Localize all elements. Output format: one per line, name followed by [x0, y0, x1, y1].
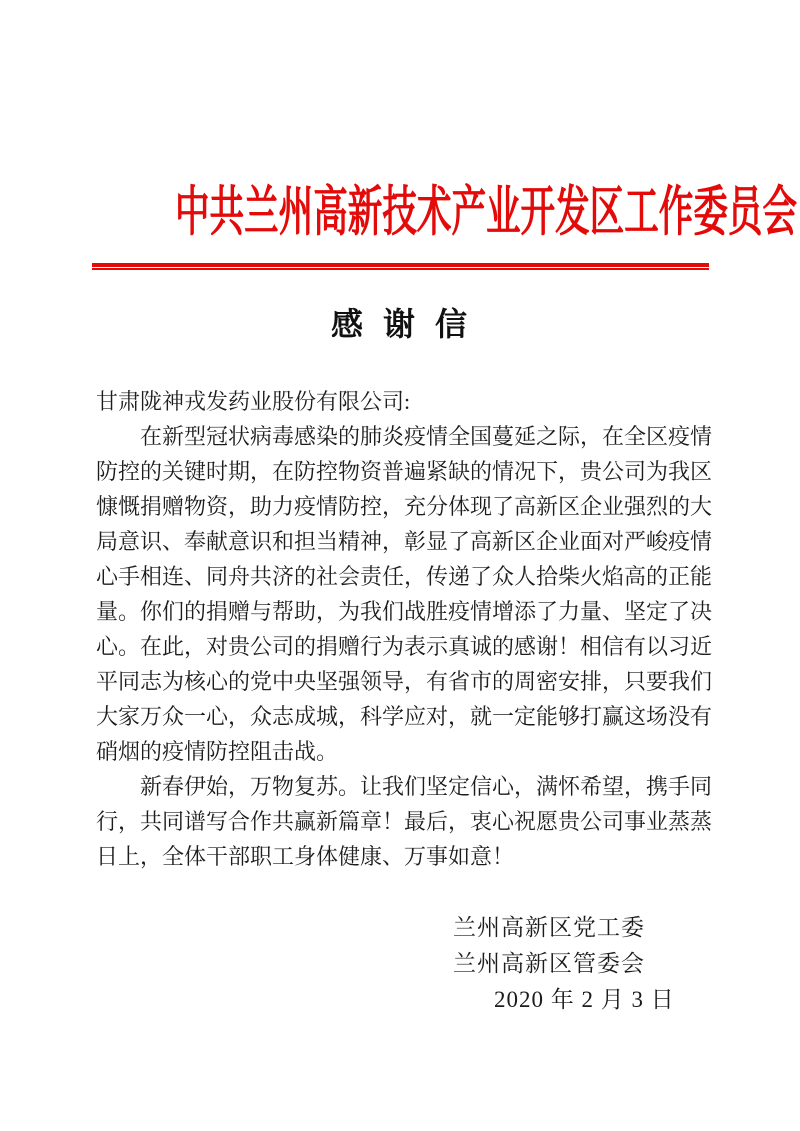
body-line: 行，共同谱写合作共赢新篇章！最后，衷心祝愿贵公司事业蒸蒸: [96, 809, 713, 834]
body-line: 防控的关键时期，在防控物资普遍紧缺的情况下，贵公司为我区: [96, 459, 713, 484]
signature-org-management-committee: 兰州高新区管委会: [453, 951, 645, 976]
letterhead-divider-rule: [92, 263, 709, 270]
body-line: 心。在此，对贵公司的捐赠行为表示真诚的感谢！相信有以习近: [96, 634, 713, 659]
letterhead-section: [0, 184, 800, 270]
body-line: 局意识、奉献意识和担当精神，彰显了高新区企业面对严峻疫情: [96, 529, 713, 554]
letter-body: [96, 384, 713, 874]
letterhead-org-name: 中共兰州高新技术产业开发区工作委员会: [174, 182, 798, 242]
signature-org-party-committee: 兰州高新区党工委: [453, 915, 645, 940]
signature-date: 2020 年 2 月 3 日: [494, 987, 675, 1012]
body-line: 慷慨捐赠物资，助力疫情防控，充分体现了高新区企业强烈的大: [96, 494, 713, 519]
body-line: 在新型冠状病毒感染的肺炎疫情全国蔓延之际，在全区疫情: [140, 424, 713, 449]
body-line: 量。你们的捐赠与帮助，为我们战胜疫情增添了力量、坚定了决: [96, 599, 713, 624]
body-line: 大家万众一心，众志成城，科学应对，就一定能够打赢这场没有: [96, 704, 713, 729]
letter-title: 感 谢 信: [330, 306, 469, 342]
body-line: 新春伊始，万物复苏。让我们坚定信心，满怀希望，携手同: [140, 774, 713, 799]
body-line: 日上，全体干部职工身体健康、万事如意！: [96, 844, 515, 869]
body-line: 硝烟的疫情防控阻击战。: [96, 739, 339, 764]
body-line: 心手相连、同舟共济的社会责任，传递了众人拾柴火焰高的正能: [96, 564, 713, 589]
body-line: 平同志为核心的党中央坚强领导，有省市的周密安排，只要我们: [96, 669, 713, 694]
salutation: 甘肃陇神戎发药业股份有限公司:: [96, 389, 411, 414]
letterhead: [0, 184, 800, 240]
signature-block: [96, 910, 704, 1018]
